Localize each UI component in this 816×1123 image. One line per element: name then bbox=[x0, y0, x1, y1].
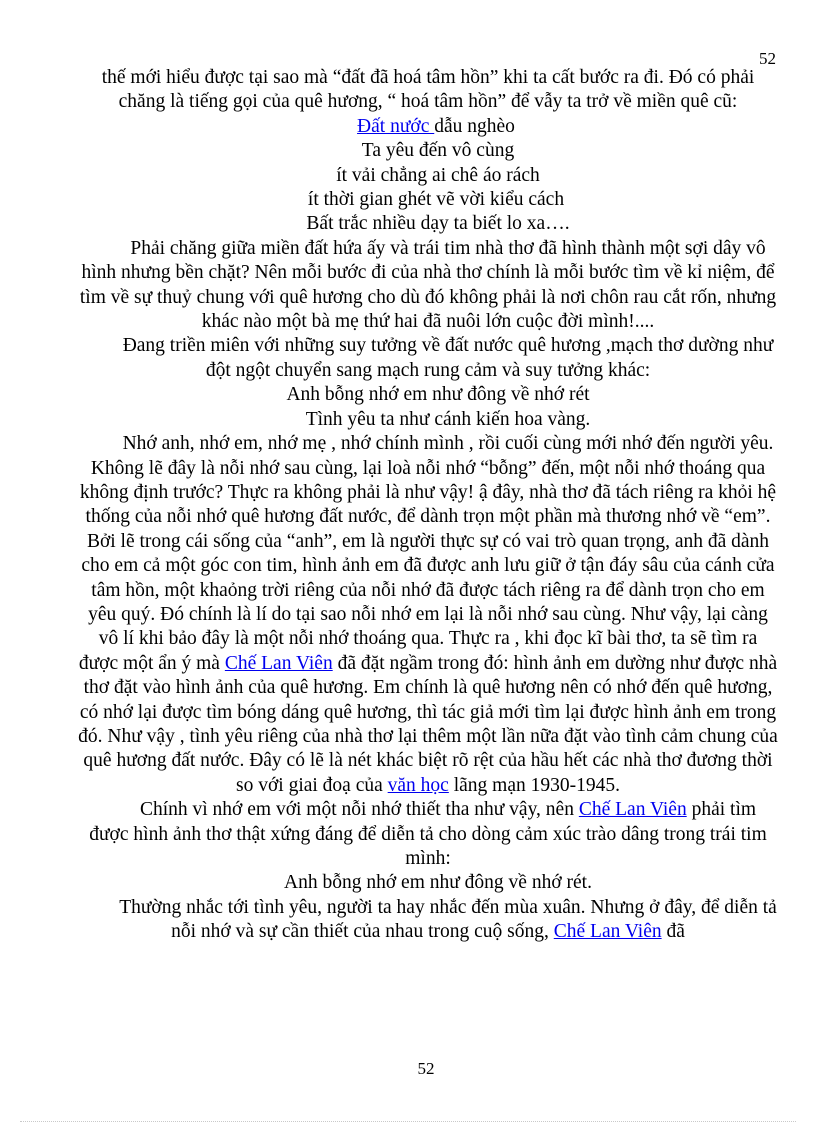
paragraph-3: Đang triền miên với những suy tưởng về đất nước quê hương ,mạch thơ dường như đột ngột chuyển sang mạch rung cảm và suy tưởng khác: bbox=[122, 335, 774, 381]
poem-line bbox=[78, 115, 778, 139]
poem-line: ít vải chẳng ai chê áo rách bbox=[336, 164, 540, 186]
link-che-lan-vien[interactable]: Chế Lan Viên bbox=[578, 799, 687, 821]
poem-line-text: dẫu nghèo bbox=[434, 115, 515, 137]
page-bottom-divider bbox=[20, 1121, 796, 1122]
page-number-bottom: 52 bbox=[417, 1059, 435, 1078]
paragraph-6-text: đã bbox=[666, 921, 685, 943]
paragraph-5-text: Chính vì nhớ em với một nỗi nhớ thiết tha như vậy, nên bbox=[139, 799, 574, 821]
poem-line: Anh bỗng nhớ em như đông về nhớ rét bbox=[286, 384, 590, 406]
paragraph-5-text: phải tìm được hình ảnh thơ thật xứng đáng để diễn tả cho dòng cảm xúc trào dâng trong trái tim mình: bbox=[89, 799, 767, 869]
poem-line: ít thời gian ghét vẽ vời kiểu cách bbox=[307, 189, 565, 211]
paragraph-4-text: lãng mạn 1930-1945. bbox=[453, 774, 620, 796]
paragraph-6-text: Thường nhắc tới tình yêu, người ta hay nhắc đến mùa xuân. Nhưng ở đây, để diễn tả nỗi nhớ và sự cần thiết của nhau trong cuộ sống, bbox=[119, 896, 777, 943]
document-body bbox=[78, 66, 778, 945]
link-van-hoc[interactable]: văn học bbox=[387, 774, 449, 796]
page-number-top: 52 bbox=[759, 49, 776, 68]
paragraph-1: thế mới hiểu được tại sao mà “đất đã hoá tâm hồn” khi ta cất bước ra đi. Đó có phải chăng là tiếng gọi của quê hương, “ hoá tâm hồn” để vẫy ta trở về miền quê cũ: bbox=[101, 67, 755, 113]
poem-line: Anh bỗng nhớ em như đông về nhớ rét. bbox=[284, 872, 592, 894]
paragraph-2: Phải chăng giữa miền đất hứa ấy và trái tim nhà thơ đã hình thành một sợi dây vô hình nhưng bền chặt? Nên mỗi bước đi của nhà thơ chính là mỗi bước tìm về kỉ niệm, để tìm về sự thuỷ chung với quê hương cho dù đó không phải là nơi chôn rau cắt rốn, nhưng khác nào một bà mẹ thứ hai đã nuôi lớn cuộc đời mình!.... bbox=[79, 237, 777, 333]
paragraph-6 bbox=[78, 896, 778, 945]
poem-line: Ta yêu đến vô cùng bbox=[361, 140, 515, 162]
link-che-lan-vien[interactable]: Chế Lan Viên bbox=[553, 921, 662, 943]
poem-line: Bất trắc nhiều dạy ta biết lo xa…. bbox=[306, 213, 570, 235]
link-dat-nuoc[interactable]: Đất nước bbox=[357, 115, 435, 137]
paragraph-5 bbox=[78, 798, 778, 871]
paragraph-4-text: Nhớ anh, nhớ em, nhớ mẹ , nhớ chính mình , rồi cuối cùng mới nhớ đến người yêu. Không lẽ đây là nỗi nhớ sau cùng, lại loà nỗi nhớ “bỗng” đến, một nỗi nhớ thoáng qua không định trước? Thực ra không phải là như vậy! ậ đây, nhà thơ đã tách riêng ra khỏi hệ thống của nỗi nhớ quê hương đất nước, để dành trọn một phần mà thương nhớ về “em”. Bởi lẽ trong cái sống của “anh”, em là người thực sự có vai trò quan trọng, anh đã dành cho em cả một góc con tim, hình ảnh em đã được anh lưu giữ ở tận đáy sâu của cánh cửa tâm hồn, một khaỏng trời riêng của nỗi nhớ đã được tách riêng ra để dành trọn cho em yêu quý. Đó chính là lí do tại sao nỗi nhớ em lại là nỗi nhớ sau cùng. Như vậy, lại càng vô lí khi bảo đây là một nỗi nhớ thoáng qua. Thực ra , khi đọc kĩ bài thơ, ta sẽ tìm ra được một ẩn ý mà bbox=[78, 433, 777, 674]
link-che-lan-vien[interactable]: Chế Lan Viên bbox=[224, 652, 333, 674]
paragraph-4 bbox=[78, 432, 778, 798]
poem-line: Tình yêu ta như cánh kiến hoa vàng. bbox=[305, 408, 591, 430]
paragraph-4-text: đã đặt ngầm trong đó: hình ảnh em dường như được nhà thơ đặt vào hình ảnh của quê hương. Em chính là quê hương nên có nhớ đến quê hương, có nhớ lại được tìm bóng dáng quê hương, thì tác giả mới tìm lại được hình ảnh em trong đó. Như vậy , tình yêu riêng của nhà thơ lại thêm một lần nữa đặt vào tình cảm chung của quê hương đất nước. Đây có lẽ là nét khác biệt rõ rệt của hầu hết các nhà thơ đương thời so với giai đoạ của bbox=[78, 652, 778, 796]
